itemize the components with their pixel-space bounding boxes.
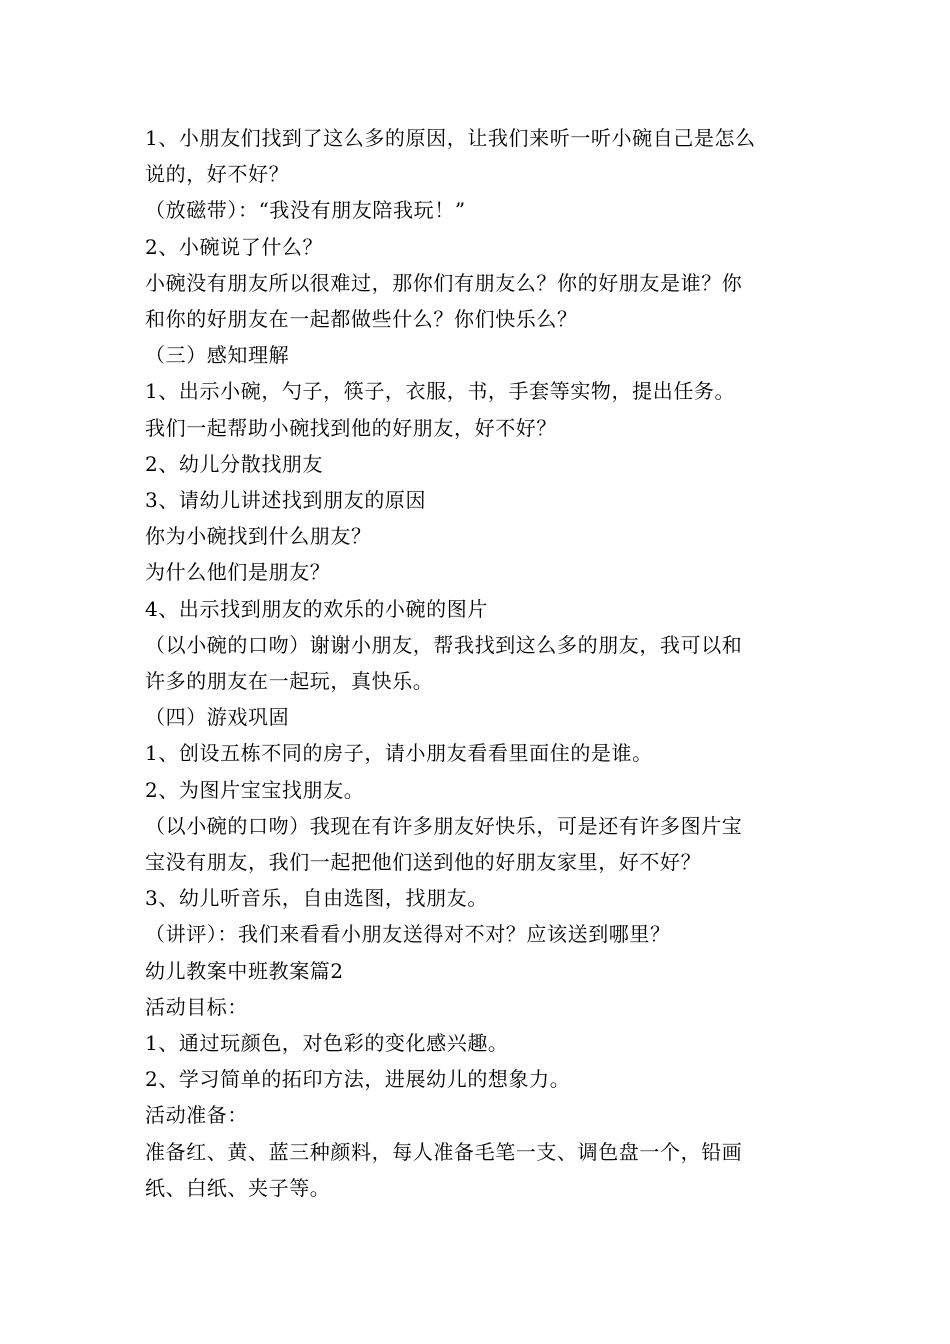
text-line: （放磁带）：“我没有朋友陪我玩！” — [145, 198, 466, 223]
text-line: 纸、白纸、夹子等。 — [145, 1175, 331, 1200]
text-line: 宝没有朋友，我们一起把他们送到他的好朋友家里，好不好？ — [145, 850, 702, 875]
text-line: 2、学习简单的拓印方法，进展幼儿的想象力。 — [145, 1067, 571, 1092]
text-line: 3、请幼儿讲述找到朋友的原因 — [145, 488, 427, 513]
article-title: 幼儿教案中班教案篇2 — [145, 958, 344, 983]
section-heading: 活动目标： — [145, 994, 248, 1019]
text-line: 3、幼儿听音乐，自由选图，找朋友。 — [145, 886, 488, 911]
text-line: 2、为图片宝宝找朋友。 — [145, 777, 365, 802]
text-line: 1、小朋友们找到了这么多的原因，让我们来听一听小碗自己是怎么 — [145, 126, 756, 150]
text-line: （讲评）：我们来看看小朋友送得对不对？应该送到哪里？ — [145, 922, 671, 947]
text-line: 许多的朋友在一起玩，真快乐。 — [145, 669, 434, 694]
section-heading: （三）感知理解 — [145, 343, 290, 368]
text-line: 1、通过玩颜色，对色彩的变化感兴趣。 — [145, 1031, 509, 1056]
text-line: 为什么他们是朋友？ — [145, 560, 331, 585]
text-line: 1、创设五栋不同的房子，请小朋友看看里面住的是谁。 — [145, 741, 653, 766]
text-line: 2、小碗说了什么？ — [145, 234, 324, 259]
text-line: （以小碗的口吻）我现在有许多朋友好快乐，可是还有许多图片宝 — [145, 813, 743, 838]
text-line: 我们一起帮助小碗找到他的好朋友，好不好？ — [145, 415, 557, 440]
section-heading: （四）游戏巩固 — [145, 705, 290, 730]
text-line: （以小碗的口吻）谢谢小朋友，帮我找到这么多的朋友，我可以和 — [145, 632, 743, 657]
text-line: 准备红、黄、蓝三种颜料，每人准备毛笔一支、调色盘一个，铅画 — [145, 1139, 743, 1164]
text-line: 你为小碗找到什么朋友？ — [145, 524, 372, 549]
text-line: 1、出示小碗，勺子，筷子，衣服，书，手套等实物，提出任务。 — [145, 379, 736, 404]
text-line: 和你的好朋友在一起都做些什么？你们快乐么？ — [145, 307, 578, 332]
text-line: 4、出示找到朋友的欢乐的小碗的图片 — [145, 596, 488, 621]
section-heading: 活动准备： — [145, 1103, 248, 1128]
text-line: 2、幼儿分散找朋友 — [145, 451, 324, 476]
document-body — [145, 120, 810, 1206]
text-line: 说的，好不好？ — [145, 162, 290, 187]
text-line: 小碗没有朋友所以很难过，那你们有朋友么？你的好朋友是谁？你 — [145, 270, 743, 295]
